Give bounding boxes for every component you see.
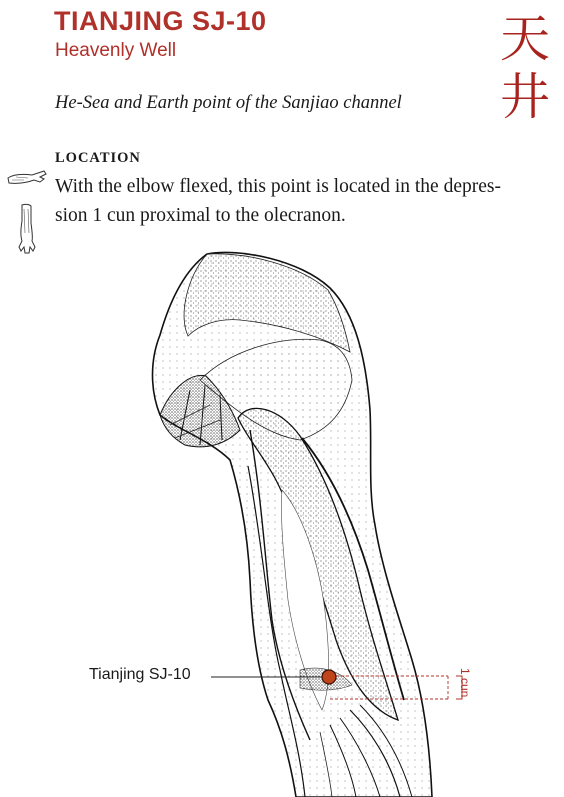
measurement-label: 1 cun — [458, 668, 472, 698]
arm-horizontal-icon — [6, 168, 48, 190]
location-line-2: sion 1 cun proximal to the olecranon. — [55, 205, 346, 226]
chinese-characters — [496, 10, 554, 126]
arm-illustration — [0, 240, 564, 797]
location-line-1: With the elbow flexed, this point is located in the depres- — [55, 176, 501, 197]
point-subtitle: Heavenly Well — [55, 40, 177, 61]
acupoint-label: Tianjing SJ-10 — [89, 666, 191, 683]
point-category: He-Sea and Earth point of the Sanjiao channel — [55, 93, 402, 113]
acupoint-marker — [322, 670, 336, 684]
point-title: TIANJING SJ-10 — [54, 6, 267, 36]
location-text — [55, 172, 555, 230]
location-heading: LOCATION — [55, 150, 141, 166]
chinese-characters-text: 天井 — [500, 10, 550, 126]
